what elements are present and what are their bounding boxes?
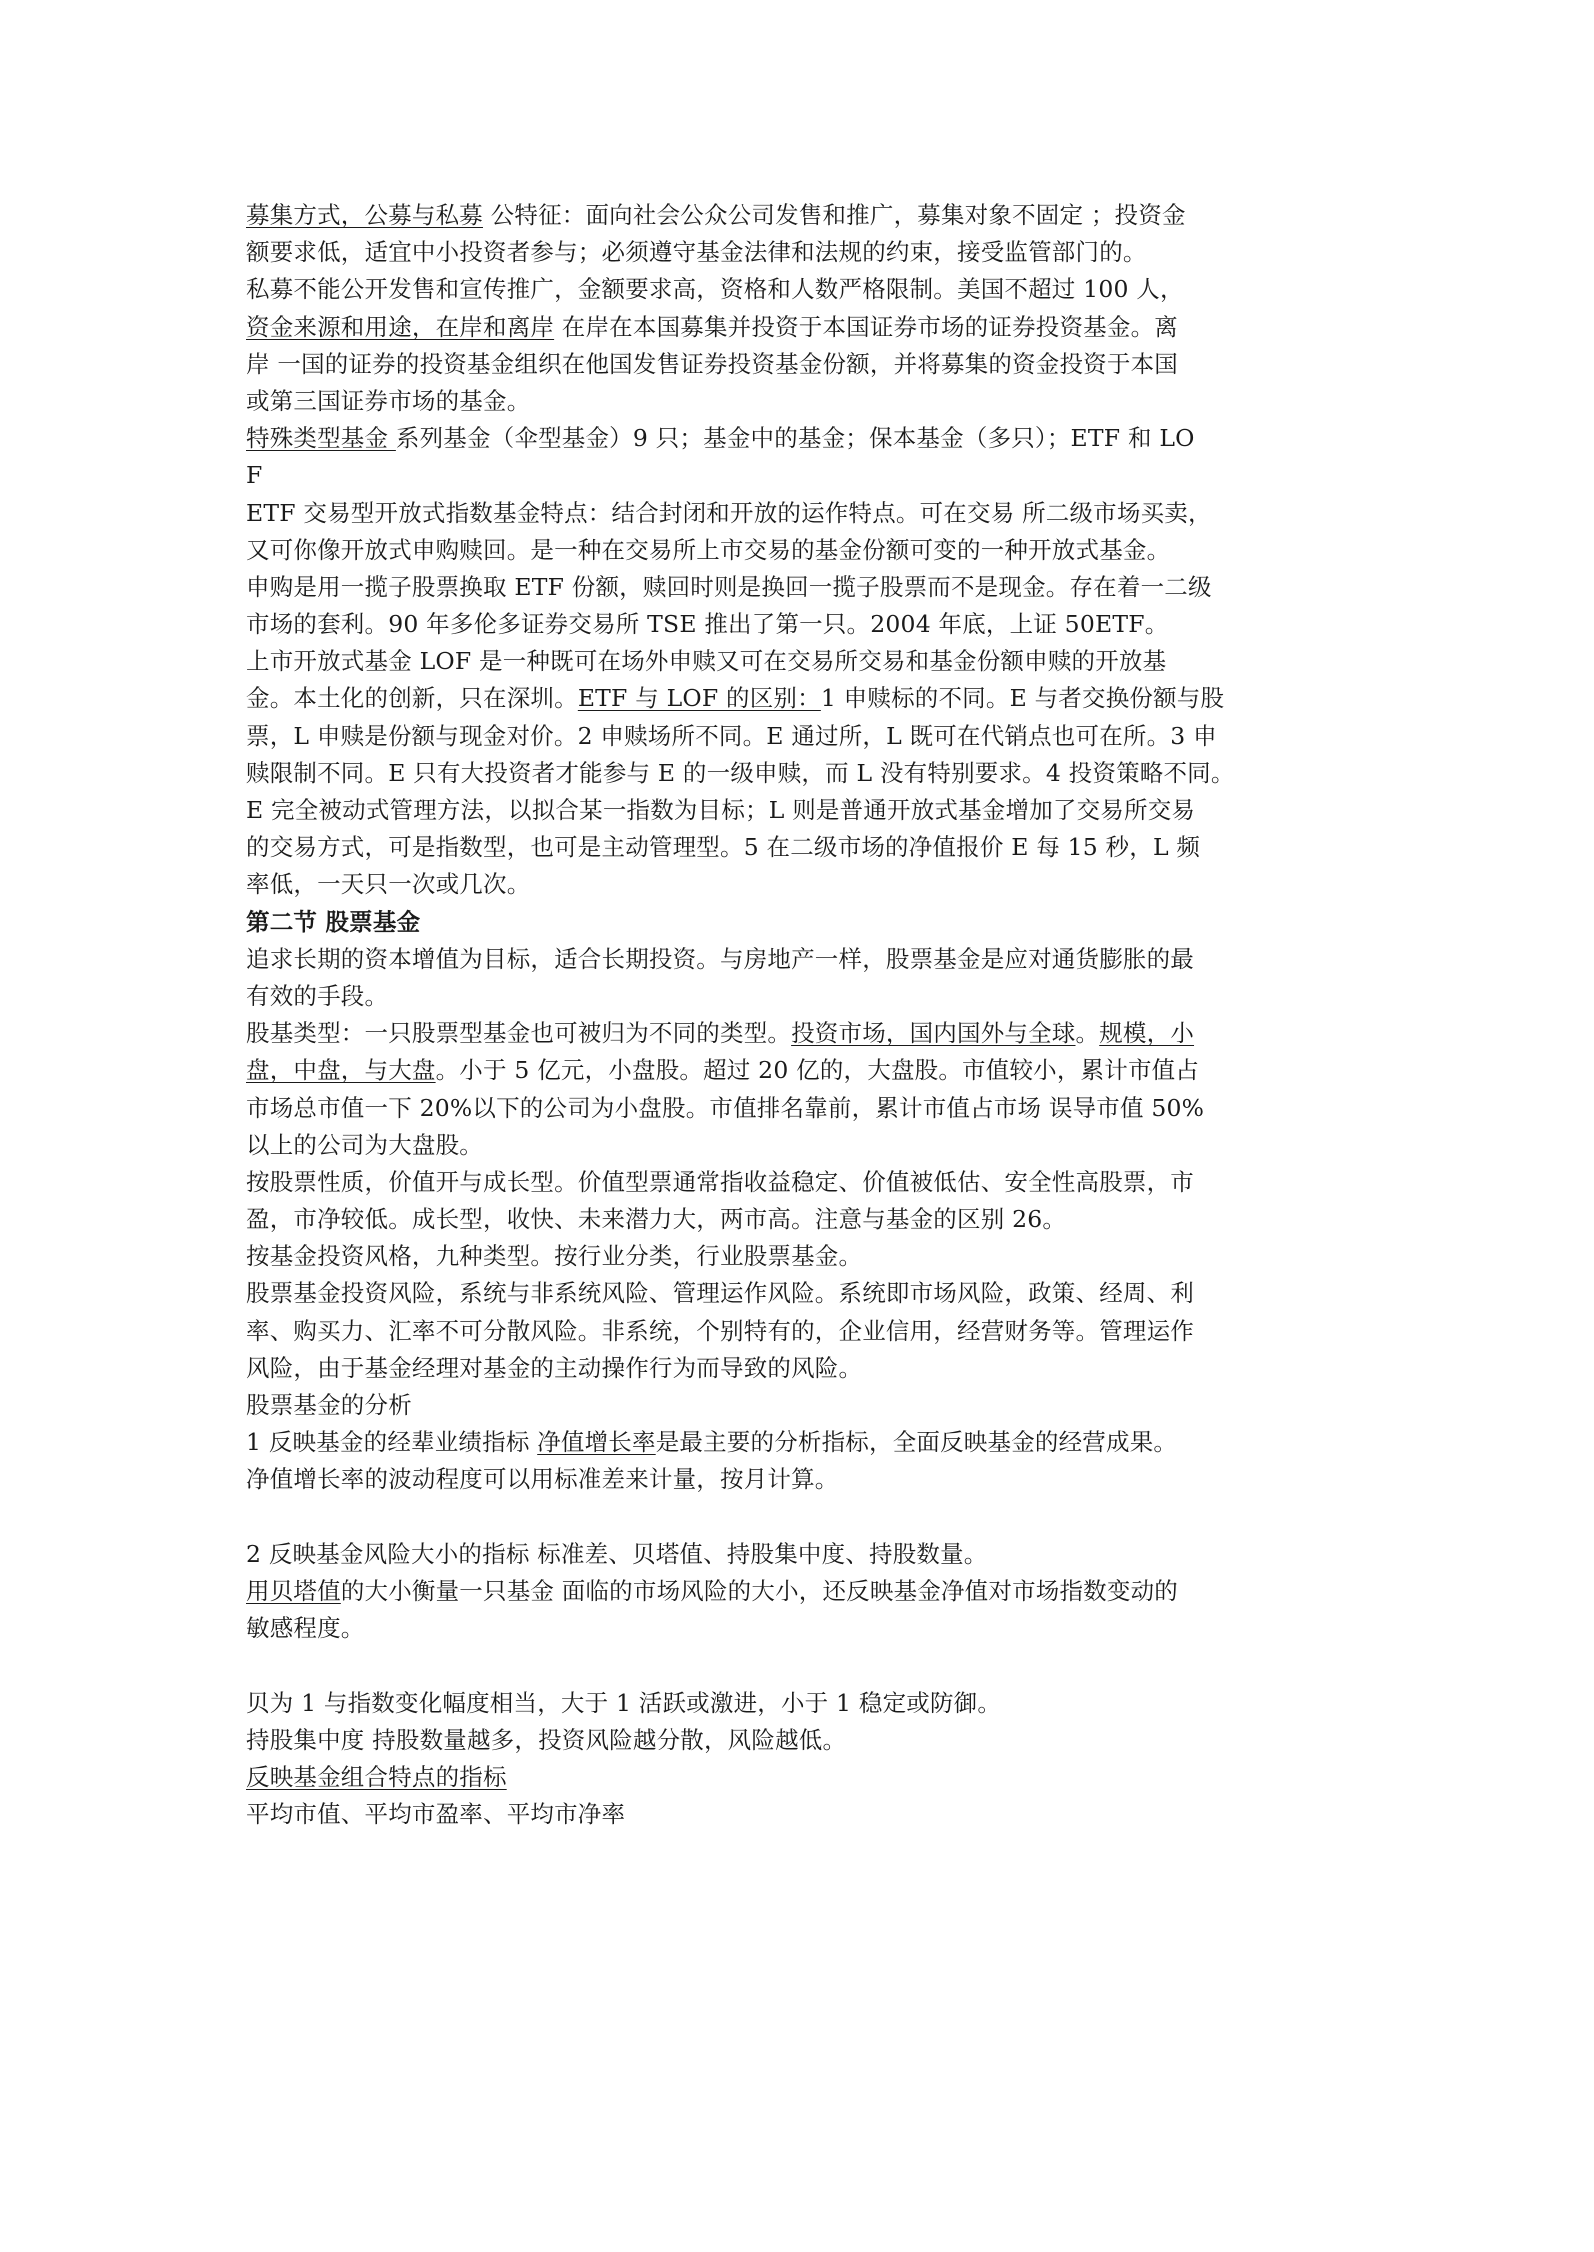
text-line: [246, 1313, 1346, 1350]
text-line: [246, 904, 1346, 941]
text-line: [246, 532, 1346, 569]
text-span: 2 反映基金风险大小的指标 标准差、贝塔值、持股集中度、持股数量。: [246, 1539, 988, 1568]
document-body: [246, 197, 1346, 1833]
text-line: [246, 1722, 1346, 1759]
text-span: 净值增长率的波动程度可以用标准差来计量，按月计算。: [246, 1465, 839, 1494]
text-line: [246, 1238, 1346, 1275]
text-span: 公特征：面向社会公众公司发售和推广，募集对象不固定 ；投资金: [483, 201, 1186, 229]
underlined-term: 用贝塔值: [246, 1576, 341, 1605]
text-span: 1 反映基金的经辈业绩指标: [246, 1428, 538, 1457]
text-span: 以上的公司为大盘股。: [246, 1130, 483, 1159]
text-line: [246, 1090, 1346, 1127]
text-span: 申购是用一揽子股票换取 ETF 份额，赎回时则是换回一揽子股票而不是现金。存在着一二级: [246, 572, 1212, 601]
text-line: [246, 1164, 1346, 1201]
text-line: [246, 1610, 1346, 1647]
text-span: 按股票性质，价值开与成长型。价值型票通常指收益稳定、价值被低估、安全性高股票，市: [246, 1167, 1194, 1196]
text-span: 岸 一国的证券的投资基金组织在他国发售证券投资基金份额，并将募集的资金投资于本国: [246, 349, 1178, 378]
text-span: 上市开放式基金 LOF 是一种既可在场外申赎又可在交易所交易和基金份额申赎的开放基: [246, 647, 1167, 676]
text-line: [246, 866, 1346, 903]
underlined-term: 特殊类型基金: [246, 424, 396, 453]
text-line: [246, 1796, 1346, 1833]
text-line: [246, 1275, 1346, 1312]
text-span: 持股集中度 持股数量越多，投资风险越分散，风险越低。: [246, 1725, 847, 1754]
text-line: [246, 829, 1346, 866]
text-line: [246, 271, 1346, 308]
text-span: E 完全被动式管理方法，以拟合某一指数为目标；L 则是普通开放式基金增加了交易所交易: [246, 796, 1196, 824]
text-line: [246, 234, 1346, 271]
text-span: 按基金投资风格，九种类型。按行业分类，行业股票基金。: [246, 1242, 863, 1271]
text-line: [246, 1127, 1346, 1164]
text-line: [246, 1424, 1346, 1461]
text-span: 追求长期的资本增值为目标，适合长期投资。与房地产一样，股票基金是应对通货膨胀的最: [246, 944, 1194, 973]
text-line: [246, 457, 1346, 494]
text-line: [246, 941, 1346, 978]
text-line: [246, 1387, 1346, 1424]
text-span: 系列基金（伞型基金）9 只；基金中的基金；保本基金（多只）；ETF 和 LO: [395, 424, 1195, 453]
text-span: F: [246, 461, 263, 490]
text-line: [246, 606, 1346, 643]
text-line: [246, 1350, 1346, 1387]
text-span: 。小于 5 亿元，小盘股。超过 20 亿的，大盘股。市值较小，累计市值占: [435, 1056, 1200, 1085]
text-span: 盈，市净较低。成长型，收快、未来潜力大，两市高。注意与基金的区别 26。: [246, 1205, 1067, 1234]
text-span: 有效的手段。: [246, 981, 389, 1010]
text-span: 赎限制不同。E 只有大投资者才能参与 E 的一级申赎，而 L 没有特别要求。4 投资策略不同。: [246, 758, 1235, 787]
underlined-term: 净值增长率: [537, 1428, 656, 1457]
text-line: [246, 420, 1346, 457]
text-line: [246, 680, 1346, 717]
text-line: [246, 383, 1346, 420]
blank-line: [246, 1499, 1346, 1536]
text-span: 又可你像开放式申购赎回。是一种在交易所上市交易的基金份额可变的一种开放式基金。: [246, 535, 1171, 564]
text-line: [246, 1759, 1346, 1796]
text-span: 是最主要的分析指标，全面反映基金的经营成果。: [655, 1428, 1178, 1457]
text-span: 敏感程度。: [246, 1614, 365, 1643]
text-line: [246, 792, 1346, 829]
text-line: [246, 1201, 1346, 1238]
underlined-term: 反映基金组合特点的指标: [246, 1762, 507, 1791]
text-span: 平均市值、平均市盈率、平均市净率: [246, 1800, 626, 1829]
blank-line: [246, 1647, 1346, 1684]
text-span: 股基类型：一只股票型基金也可被归为不同的类型。: [246, 1019, 792, 1048]
text-line: [246, 309, 1346, 346]
text-span: 市场的套利。90 年多伦多证券交易所 TSE 推出了第一只。2004 年底，上证 50ETF。: [246, 610, 1169, 639]
text-line: [246, 197, 1346, 234]
text-span: 。: [1075, 1019, 1100, 1048]
text-span: 额要求低，适宜中小投资者参与；必须遵守基金法律和法规的约束，接受监管部门的。: [246, 238, 1147, 267]
text-line: [246, 1052, 1346, 1089]
text-line: [246, 755, 1346, 792]
text-span: 的大小衡量一只基金 面临的市场风险的大小，还反映基金净值对市场指数变动的: [340, 1576, 1178, 1605]
text-span: 率低，一天只一次或几次。: [246, 870, 531, 899]
text-line: [246, 1015, 1346, 1052]
text-span: 贝为 1 与指数变化幅度相当，大于 1 活跃或激进，小于 1 稳定或防御。: [246, 1688, 1002, 1717]
text-span: 1 申赎标的不同。E 与者交换份额与股: [820, 684, 1225, 713]
text-line: [246, 1573, 1346, 1610]
text-span: 私募不能公开发售和宣传推广，金额要求高，资格和人数严格限制。美国不超过 100 人，: [246, 275, 1184, 304]
underlined-term: 盘，中盘，与大盘: [246, 1056, 436, 1085]
text-span: 股票基金的分析: [246, 1391, 412, 1419]
text-line: [246, 643, 1346, 680]
text-line: [246, 346, 1346, 383]
underlined-term: 投资市场，国内国外与全球: [791, 1019, 1076, 1048]
text-span: 率、购买力、汇率不可分散风险。非系统，个别特有的，企业信用，经营财务等。管理运作: [246, 1316, 1194, 1345]
text-line: [246, 1461, 1346, 1498]
text-span: 风险，由于基金经理对基金的主动操作行为而导致的风险。: [246, 1353, 863, 1382]
underlined-term: ETF 与 LOF 的区别：: [577, 684, 821, 713]
underlined-term: 规模，小: [1099, 1019, 1195, 1048]
text-span: 或第三国证券市场的基金。: [246, 386, 531, 415]
underlined-term: 募集方式，公募与私募: [246, 201, 483, 229]
text-span: 金。本土化的创新，只在深圳。: [246, 684, 578, 713]
text-span: 股票基金投资风险，系统与非系统风险、管理运作风险。系统即市场风险，政策、经周、利: [246, 1279, 1194, 1308]
text-span: ETF 交易型开放式指数基金特点：结合封闭和开放的运作特点。可在交易 所二级市场买卖，: [246, 498, 1212, 527]
text-span: 在岸在本国募集并投资于本国证券市场的证券投资基金。离: [554, 312, 1178, 341]
underlined-term: 资金来源和用途，在岸和离岸: [246, 312, 555, 341]
text-span: 的交易方式，可是指数型，也可是主动管理型。5 在二级市场的净值报价 E 每 15 秒，L 频: [246, 833, 1201, 862]
section-heading: 第二节 股票基金: [246, 907, 421, 936]
text-span: 票，L 申赎是份额与现金对价。2 申赎场所不同。E 通过所，L 既可在代销点也可在所。3 申: [246, 721, 1217, 750]
text-span: 市场总市值一下 20%以下的公司为小盘股。市值排名靠前，累计市值占市场 误导市值 50%: [246, 1093, 1205, 1122]
text-line: [246, 1685, 1346, 1722]
text-line: [246, 495, 1346, 532]
text-line: [246, 1536, 1346, 1573]
text-line: [246, 569, 1346, 606]
text-line: [246, 978, 1346, 1015]
text-line: [246, 718, 1346, 755]
